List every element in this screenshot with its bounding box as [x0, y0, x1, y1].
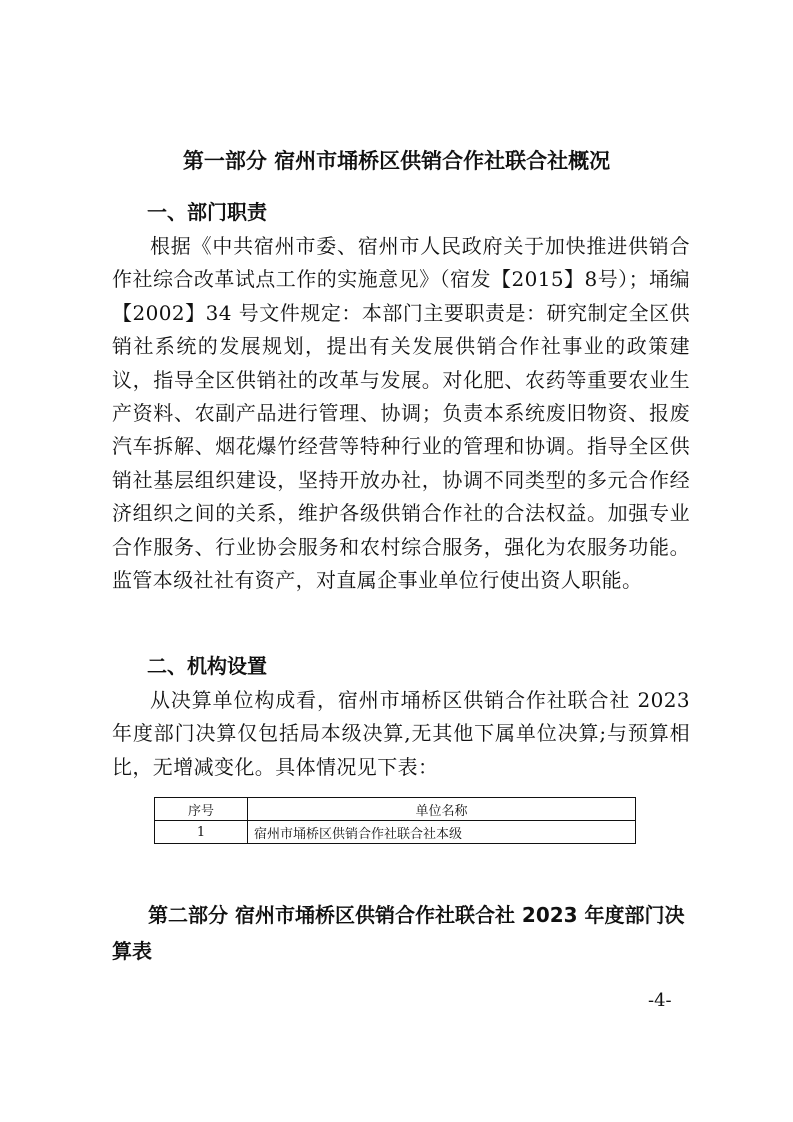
organization-paragraph: 从决算单位构成看，宿州市埇桥区供销合作社联合社 2023 年度部门决算仅包括局本级决算,无其他下属单位决算;与预算相比，无增减变化。具体情况见下表： [112, 688, 690, 779]
table-row [155, 821, 636, 844]
duties-paragraph: 根据《中共宿州市委、宿州市人民政府关于加快推进供销合作社综合改革试点工作的实施意见》（宿发【2015】8号）；埇编【2002】34 号文件规定：本部门主要职责是：研究制定全区供销社系统的发展规划，提出有关发展供销合作社事业的政策建议，指导全区供销社的改革与发展。对化肥、农药等重要农业生产资料、农副产品进行管理、协调；负责本系统废旧物资、报废汽车拆解、烟花爆竹经营等特种行业的管理和协调。指导全区供销社基层组织建设，坚持开放办社，协调不同类型的多元合作经济组织之间的关系，维护各级供销合作社的合法权益。加强专业合作服务、行业协会服务和农村综合服务，强化为农服务功能。监管本级社社有资产，对直属企事业单位行使出资人职能。 [112, 234, 690, 593]
section-heading-organization: 二、机构设置 [147, 654, 267, 678]
part1-title: 第一部分 宿州市埇桥区供销合作社联合社概况 [182, 149, 611, 173]
table-header-no: 序号 [155, 798, 248, 821]
table-cell-no: 1 [155, 821, 248, 844]
table-cell-name: 宿州市埇桥区供销合作社联合社本级 [248, 821, 636, 844]
unit-table [154, 797, 636, 844]
section-heading-duties: 一、部门职责 [147, 200, 267, 224]
table-header-name: 单位名称 [248, 798, 636, 821]
table-header-row [155, 798, 636, 821]
part2-title: 第二部分 宿州市埇桥区供销合作社联合社 2023 年度部门决算表 [112, 903, 685, 963]
page-number: -4- [648, 990, 672, 1011]
